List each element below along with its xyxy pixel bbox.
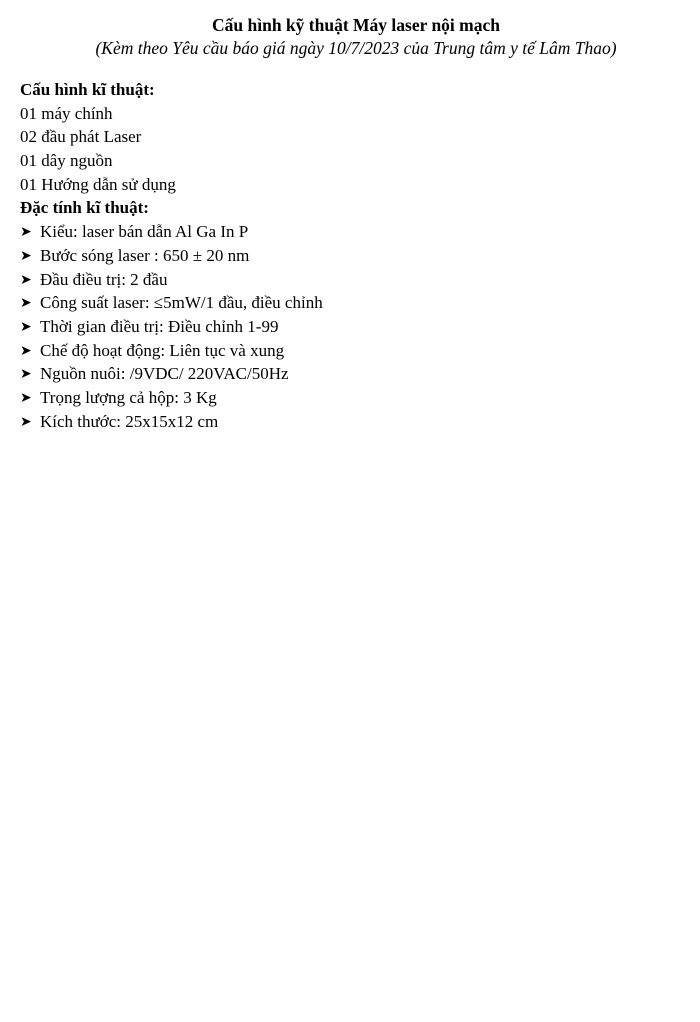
arrow-bullet-icon: ➤ — [20, 342, 32, 359]
config-item-main-unit: 01 máy chính — [20, 103, 113, 123]
spec-item-treatment-heads — [20, 268, 690, 292]
config-item-laser-heads: 02 đầu phát Laser — [20, 127, 142, 147]
document-subtitle: (Kèm theo Yêu cầu báo giá ngày 10/7/2023 của Trung tâm y tế Lâm Thao) — [95, 38, 617, 58]
spec-text: Nguồn nuôi: /9VDC/ 220VAC/50Hz — [40, 364, 289, 384]
arrow-bullet-icon: ➤ — [20, 224, 32, 241]
config-item-power-cord: 01 dây nguồn — [20, 151, 113, 171]
arrow-bullet-icon: ➤ — [20, 366, 32, 383]
spec-text: Kiểu: laser bán dẫn Al Ga In P — [40, 222, 249, 242]
spec-text: Kích thước: 25x15x12 cm — [40, 411, 219, 431]
spec-item-type — [20, 220, 690, 244]
arrow-bullet-icon: ➤ — [20, 318, 32, 335]
spec-item-dimensions — [20, 410, 690, 434]
document-title: Cấu hình kỹ thuật Máy laser nội mạch — [212, 15, 500, 35]
spec-item-operating-mode — [20, 339, 690, 363]
spec-text: Công suất laser: ≤5mW/1 đầu, điều chỉnh — [40, 293, 323, 313]
spec-text: Đầu điều trị: 2 đầu — [40, 269, 168, 289]
spec-text: Trọng lượng cả hộp: 3 Kg — [40, 387, 217, 407]
spec-item-treatment-time — [20, 315, 690, 339]
arrow-bullet-icon: ➤ — [20, 389, 32, 406]
arrow-bullet-icon: ➤ — [20, 295, 32, 312]
config-item-user-guide: 01 Hướng dẫn sử dụng — [20, 174, 176, 194]
spec-text: Thời gian điều trị: Điều chỉnh 1-99 — [40, 316, 279, 336]
spec-item-wavelength — [20, 244, 690, 268]
spec-text: Bước sóng laser : 650 ± 20 nm — [40, 245, 250, 265]
arrow-bullet-icon: ➤ — [20, 271, 32, 288]
spec-item-weight — [20, 386, 690, 410]
arrow-bullet-icon: ➤ — [20, 413, 32, 430]
config-heading: Cấu hình kĩ thuật: — [20, 80, 155, 99]
specs-heading: Đặc tính kĩ thuật: — [20, 198, 149, 218]
spec-text: Chế độ hoạt động: Liên tục và xung — [40, 340, 285, 360]
spec-item-power-supply — [20, 362, 690, 386]
document-body — [20, 78, 690, 433]
spec-item-laser-power — [20, 291, 690, 315]
arrow-bullet-icon: ➤ — [20, 247, 32, 264]
